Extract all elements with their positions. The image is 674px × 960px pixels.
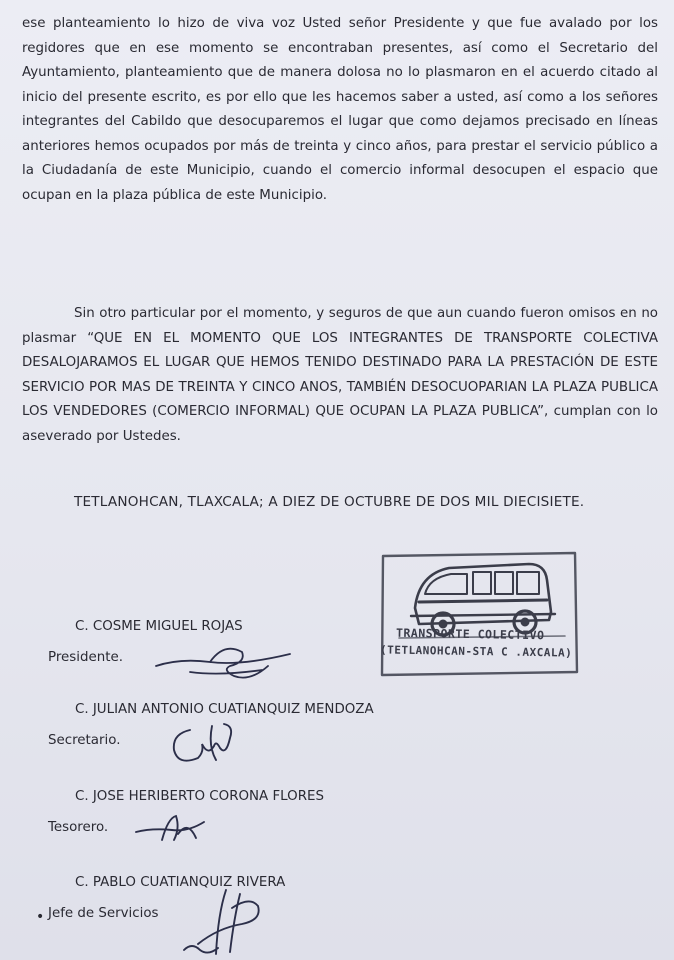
signature-secretary-icon (164, 716, 244, 772)
stamp-location: (TETLANOHCAN-STA C .AXCALA) (379, 643, 573, 660)
paragraph-1-text: ese planteamiento lo hizo de viva voz Usted señor Presidente y que fue avalado por los regidores que en ese momento se encontraban presentes, así como el Secretario del Ayuntamiento, planteamiento que de manera dolosa no lo plasmaron en el acuerdo citado al inicio del presente escrito, es por ello que les hacemos saber a usted, así como a los señores integrantes del Cabildo que desocuparemos el lugar que como dejamos precisado en líneas anteriores hemos ocupados por más de treinta y cinco años, para prestar el servicio público a la Ciudadanía de este Municipio, cuando el comercio informal desocupen el espacio que ocupan en la plaza pública de este Municipio. (22, 16, 658, 203)
body-paragraph-2 (22, 302, 658, 449)
place-date-line: TETLANOHCAN, TLAXCALA; A DIEZ DE OCTUBRE DE DOS MIL DIECISIETE. (74, 494, 585, 510)
signature-president-icon (150, 636, 300, 684)
signature-services-head-icon (178, 884, 274, 960)
signer-role: Tesorero. (48, 820, 109, 835)
signer-name: C. PABLO CUATIANQUIZ RIVERA (75, 875, 286, 890)
list-bullet: • (36, 909, 45, 925)
stamp-title: TRANSPORTE COLECTIVO (395, 625, 545, 643)
body-paragraph-1 (22, 12, 658, 208)
signer-name: C. JOSE HERIBERTO CORONA FLORES (75, 789, 324, 804)
signer-role: Secretario. (48, 733, 121, 748)
signer-name: C. COSME MIGUEL ROJAS (75, 619, 243, 634)
paragraph-2-text: Sin otro particular por el momento, y seguros de que aun cuando fueron omisos en no plasmar “QUE EN EL MOMENTO QUE LOS INTEGRANTES DE TRANSPORTE COLECTIVA DESALOJARAMOS EL LUGAR QUE HEMOS TENIDO DESTINADO PARA LA PRESTACIÓN DE ESTE SERVICIO POR MAS DE TREINTA Y CINCO ANOS, TAMBIÉN DESOCUOPARIAN LA PLAZA PUBLICA LOS VENDEDORES (COMERCIO INFORMAL) QUE OCUPAN LA PLAZA PUBLICA”, cumplan con lo aseverado por Ustedes. (22, 306, 658, 444)
signer-role: Jefe de Servicios (48, 906, 159, 921)
signer-role: Presidente. (48, 650, 123, 665)
signature-treasurer-icon (132, 810, 212, 846)
signer-name: C. JULIAN ANTONIO CUATIANQUIZ MENDOZA (75, 702, 374, 717)
